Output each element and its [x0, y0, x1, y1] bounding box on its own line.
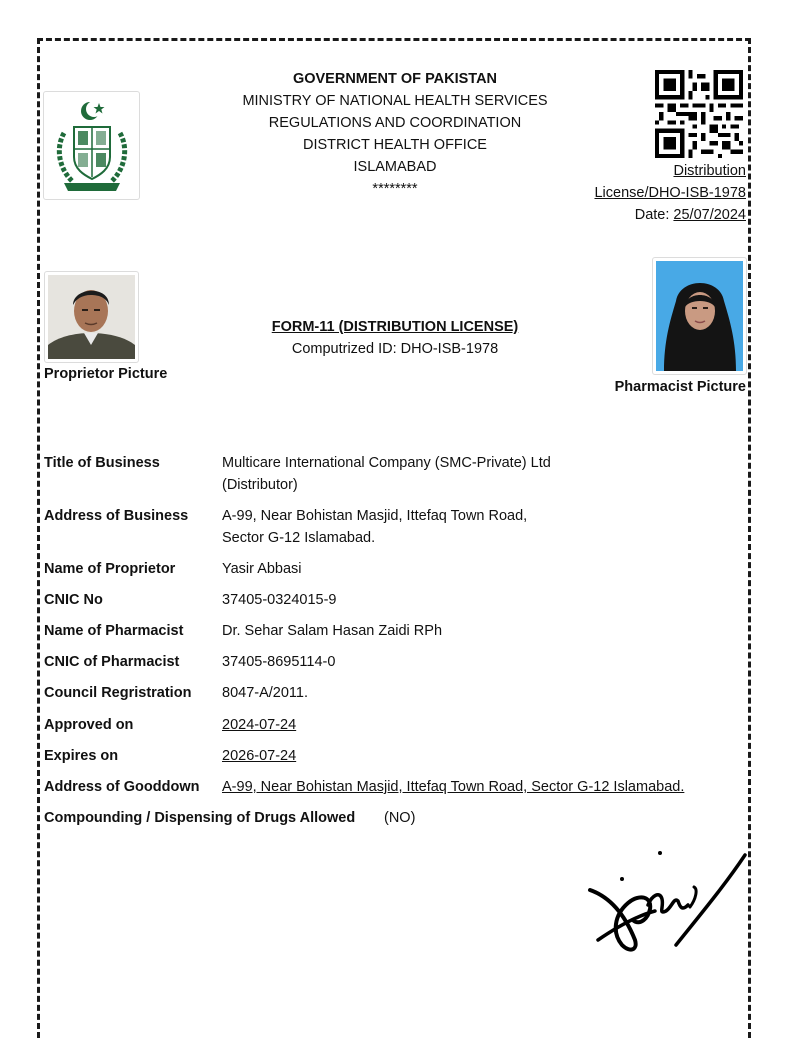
header-office: DISTRICT HEALTH OFFICE: [303, 137, 487, 153]
proprietor-portrait-icon: [48, 275, 135, 359]
field-label: Compounding / Dispensing of Drugs Allowed: [44, 810, 356, 826]
field-label: Name of Proprietor: [44, 561, 176, 577]
signature-icon: [580, 845, 755, 960]
field-value: Dr. Sehar Salam Hasan Zaidi RPh: [222, 623, 443, 639]
license-date-label: Date:: [634, 207, 674, 223]
header-ministry: MINISTRY OF NATIONAL HEALTH SERVICES: [242, 93, 548, 109]
license-date-value: 25/07/2024: [673, 207, 746, 223]
pakistan-state-emblem-icon: [50, 97, 134, 195]
field-value-line: Multicare International Company (SMC-Private) Ltd: [222, 455, 551, 471]
field-value: 37405-8695114-0: [222, 654, 336, 670]
license-type: Distribution: [673, 163, 746, 179]
field-label: Name of Pharmacist: [44, 623, 184, 639]
header-city: ISLAMABAD: [353, 159, 437, 175]
license-date: [594, 204, 746, 226]
field-value: [222, 505, 742, 549]
field-label: CNIC No: [44, 592, 103, 608]
field-value: (NO): [384, 810, 416, 826]
license-reference: [594, 160, 746, 226]
license-number: License/DHO-ISB-1978: [594, 185, 746, 201]
field-label: Expires on: [44, 748, 119, 764]
field-value: 37405-0324015-9: [222, 592, 337, 608]
field-value-line: Sector G-12 Islamabad.: [222, 530, 376, 546]
field-value: 2024-07-24: [222, 717, 297, 733]
header-regulations: REGULATIONS AND COORDINATION: [268, 115, 522, 131]
field-label: Approved on: [44, 717, 134, 733]
pharmacist-caption: Pharmacist Picture: [614, 379, 746, 395]
state-emblem: [43, 91, 140, 200]
field-label: Address of Gooddown: [44, 779, 200, 795]
field-label: CNIC of Pharmacist: [44, 654, 180, 670]
field-label: Address of Business: [44, 508, 189, 524]
field-label: Council Regristration: [44, 685, 192, 701]
document-header: [200, 68, 590, 200]
proprietor-caption: Proprietor Picture: [44, 366, 168, 382]
qr-code-icon: [655, 70, 743, 158]
field-value: 8047-A/2011.: [222, 685, 308, 701]
pharmacist-portrait-icon: [656, 261, 743, 371]
field-label: Title of Business: [44, 455, 160, 471]
field-value: Yasir Abbasi: [222, 561, 302, 577]
field-value-line: (Distributor): [222, 477, 298, 493]
field-value: [222, 452, 742, 496]
field-value: A-99, Near Bohistan Masjid, Ittefaq Town Road, Sector G-12 Islamabad.: [222, 779, 685, 795]
form-heading: [240, 316, 550, 360]
proprietor-photo: [44, 271, 139, 363]
header-stars: ********: [372, 181, 418, 197]
field-value-line: A-99, Near Bohistan Masjid, Ittefaq Town Road,: [222, 508, 528, 524]
header-government: GOVERNMENT OF PAKISTAN: [292, 71, 498, 87]
form-computerized-id: Computrized ID: DHO-ISB-1978: [291, 341, 499, 357]
field-value: 2026-07-24: [222, 748, 297, 764]
pharmacist-photo: [652, 257, 747, 375]
form-title: FORM-11 (DISTRIBUTION LICENSE): [271, 319, 519, 335]
